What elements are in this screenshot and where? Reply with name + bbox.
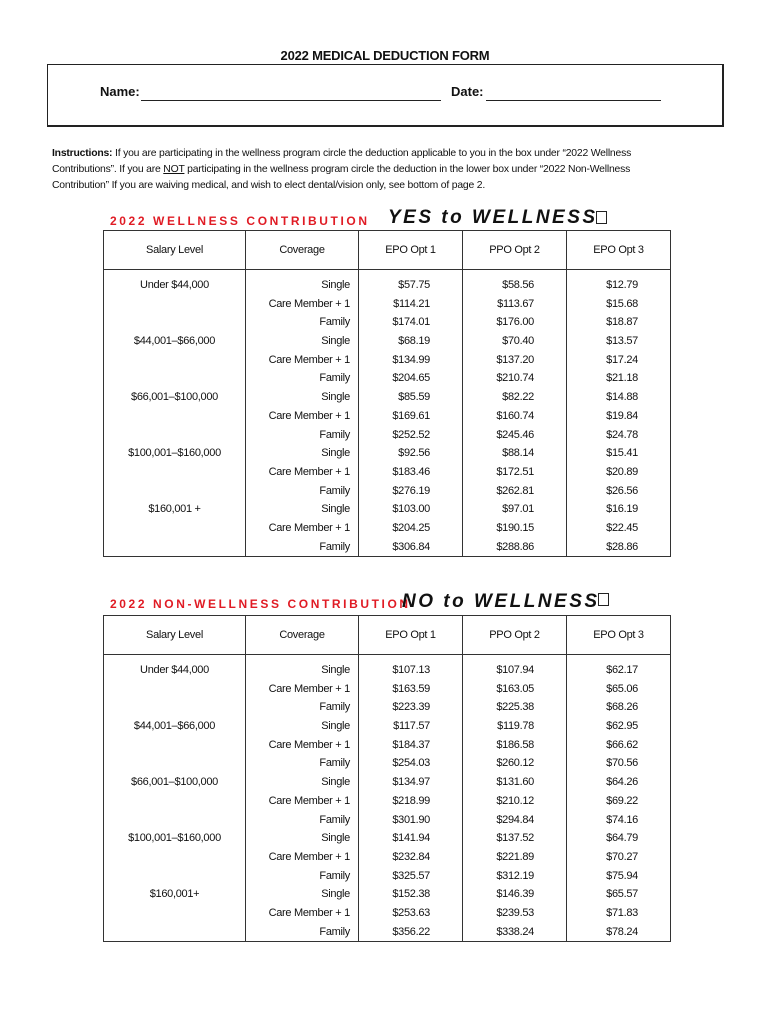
col-header-epo3: EPO Opt 3 [567, 231, 671, 270]
ppo2-value: $160.74 [496, 409, 534, 422]
coverage-cell: Single [321, 832, 350, 845]
epo1-value: $169.61 [392, 409, 430, 422]
epo3-value: $64.26 [606, 776, 638, 789]
col-header-coverage: Coverage [246, 616, 359, 655]
coverage-cell: Single [321, 503, 350, 516]
coverage-cell: Family [319, 701, 350, 714]
salary-level: $100,001–$160,000 [128, 447, 221, 460]
col-header-salary: Salary Level [104, 231, 246, 270]
no-wellness-checkbox[interactable] [598, 593, 609, 606]
ppo2-value: $163.05 [496, 682, 534, 695]
coverage-cell: Care Member + 1 [268, 353, 350, 366]
coverage-cell: Family [319, 372, 350, 385]
salary-level: $44,001–$66,000 [133, 720, 216, 733]
epo1-value: $204.65 [392, 372, 430, 385]
epo1-value: $301.90 [392, 813, 430, 826]
coverage-cell: Family [319, 428, 350, 441]
epo1-value: $152.38 [392, 888, 430, 901]
coverage-cell: Single [321, 447, 350, 460]
coverage-cell: Care Member + 1 [268, 906, 350, 919]
table-header-row [104, 616, 671, 655]
epo3-value: $26.56 [606, 484, 638, 497]
wellness-section-label: 2022 WELLNESS CONTRIBUTION [110, 214, 370, 228]
name-label: Name: [100, 84, 140, 99]
salary-level: $100,001–$160,000 [128, 832, 221, 845]
coverage-cell: Family [319, 813, 350, 826]
epo3-value: $21.18 [606, 372, 638, 385]
ppo2-value: $113.67 [497, 297, 534, 310]
col-header-ppo2: PPO Opt 2 [463, 616, 567, 655]
ppo2-column [463, 655, 567, 942]
coverage-cell: Family [319, 869, 350, 882]
ppo2-value: $225.38 [496, 701, 534, 714]
epo3-value: $70.27 [606, 850, 638, 863]
coverage-cell: Care Member + 1 [268, 850, 350, 863]
epo1-value: $232.84 [392, 850, 430, 863]
epo3-value: $28.86 [606, 540, 638, 553]
epo3-value: $22.45 [606, 521, 638, 534]
coverage-cell: Single [321, 888, 350, 901]
epo1-value: $325.57 [392, 869, 430, 882]
col-header-ppo2: PPO Opt 2 [463, 231, 567, 270]
epo3-value: $18.87 [606, 316, 638, 329]
epo1-value: $306.84 [392, 540, 430, 553]
epo3-value: $75.94 [606, 869, 638, 882]
ppo2-value: $176.00 [496, 316, 534, 329]
yes-wellness-checkbox[interactable] [596, 211, 607, 224]
ppo2-value: $172.51 [496, 465, 534, 478]
ppo2-value: $131.60 [496, 776, 534, 789]
epo3-value: $15.68 [606, 297, 638, 310]
wellness-table [103, 230, 671, 557]
epo3-value: $68.26 [606, 701, 638, 714]
epo1-value: $276.19 [392, 484, 430, 497]
instructions-text-1: If you are participating in the wellness program circle the deduction applicable to you in the box under “2022 Wellness Contributions”. If you are [52, 148, 632, 175]
epo1-value: $134.97 [392, 776, 430, 789]
coverage-cell: Care Member + 1 [268, 794, 350, 807]
instructions-lead: Instructions: [52, 148, 113, 159]
salary-level: $160,001 + [148, 503, 201, 516]
salary-level: $44,001–$66,000 [133, 335, 216, 348]
salary-level: Under $44,000 [140, 664, 209, 676]
ppo2-column [463, 270, 567, 557]
name-field[interactable] [141, 100, 441, 101]
ppo2-value: $312.19 [496, 869, 534, 882]
ppo2-value: $260.12 [496, 757, 534, 770]
salary-column [104, 655, 246, 942]
epo1-value: $141.94 [392, 832, 430, 845]
coverage-cell: Single [321, 720, 350, 733]
epo1-value: $134.99 [392, 353, 430, 366]
coverage-cell: Family [319, 757, 350, 770]
epo1-value: $117.57 [393, 720, 430, 733]
coverage-column [246, 270, 359, 557]
ppo2-value: $137.52 [496, 832, 534, 845]
epo3-value: $62.17 [606, 664, 638, 676]
col-header-coverage: Coverage [246, 231, 359, 270]
epo3-value: $14.88 [606, 391, 638, 404]
epo3-value: $12.79 [606, 279, 638, 291]
coverage-cell: Care Member + 1 [268, 409, 350, 422]
instructions-not: NOT [163, 164, 185, 175]
coverage-cell: Care Member + 1 [268, 738, 350, 751]
epo1-value: $68.19 [398, 335, 430, 348]
coverage-cell: Single [321, 279, 350, 291]
salary-level: $66,001–$100,000 [131, 391, 218, 404]
epo3-value: $15.41 [606, 447, 638, 460]
col-header-salary: Salary Level [104, 616, 246, 655]
epo3-value: $16.19 [606, 503, 638, 516]
salary-level: $160,001+ [149, 888, 200, 901]
ppo2-value: $210.74 [496, 372, 534, 385]
col-header-epo1: EPO Opt 1 [359, 231, 463, 270]
salary-column [104, 270, 246, 557]
coverage-cell: Single [321, 335, 350, 348]
nonwellness-section-label: 2022 NON-WELLNESS CONTRIBUTION [110, 597, 411, 611]
epo1-value: $218.99 [392, 794, 430, 807]
yes-to-wellness-label: YES to WELLNESS [388, 207, 598, 228]
ppo2-value: $107.94 [496, 664, 534, 676]
ppo2-value: $58.56 [502, 279, 534, 291]
ppo2-value: $262.81 [496, 484, 534, 497]
epo3-value: $64.79 [606, 832, 638, 845]
epo3-column [567, 655, 671, 942]
coverage-cell: Care Member + 1 [268, 682, 350, 695]
coverage-cell: Care Member + 1 [268, 297, 350, 310]
epo1-value: $163.59 [392, 682, 430, 695]
coverage-cell: Single [321, 664, 350, 676]
epo3-value: $20.89 [606, 465, 638, 478]
epo1-column [359, 655, 463, 942]
epo3-value: $65.06 [606, 682, 638, 695]
col-header-epo1: EPO Opt 1 [359, 616, 463, 655]
coverage-cell: Single [321, 391, 350, 404]
ppo2-value: $294.84 [496, 813, 534, 826]
coverage-cell: Care Member + 1 [268, 465, 350, 478]
epo1-value: $204.25 [392, 521, 430, 534]
ppo2-value: $239.53 [496, 906, 534, 919]
epo1-value: $57.75 [398, 279, 430, 291]
ppo2-value: $70.40 [502, 335, 534, 348]
epo3-value: $66.62 [606, 738, 638, 751]
ppo2-value: $119.78 [497, 720, 534, 733]
epo3-value: $13.57 [606, 335, 638, 348]
coverage-cell: Care Member + 1 [268, 521, 350, 534]
epo1-column [359, 270, 463, 557]
table-body-row [104, 655, 671, 942]
table-body-row [104, 270, 671, 557]
coverage-column [246, 655, 359, 942]
epo1-value: $92.56 [398, 447, 430, 460]
instructions [52, 146, 672, 194]
epo1-value: $174.01 [392, 316, 430, 329]
ppo2-value: $221.89 [496, 850, 534, 863]
ppo2-value: $190.15 [496, 521, 534, 534]
form-title: 2022 MEDICAL DEDUCTION FORM [280, 48, 490, 63]
epo3-value: $24.78 [606, 428, 638, 441]
date-label: Date: [451, 84, 484, 99]
ppo2-value: $210.12 [496, 794, 534, 807]
ppo2-value: $186.58 [496, 738, 534, 751]
epo1-value: $183.46 [392, 465, 430, 478]
epo3-column [567, 270, 671, 557]
epo1-value: $252.52 [392, 428, 430, 441]
ppo2-value: $245.46 [496, 428, 534, 441]
coverage-cell: Single [321, 776, 350, 789]
coverage-cell: Family [319, 540, 350, 553]
epo1-value: $356.22 [392, 925, 430, 938]
date-field[interactable] [486, 100, 661, 101]
epo3-value: $17.24 [606, 353, 638, 366]
coverage-cell: Family [319, 484, 350, 497]
epo3-value: $62.95 [606, 720, 638, 733]
ppo2-value: $288.86 [496, 540, 534, 553]
coverage-cell: Family [319, 925, 350, 938]
epo1-value: $254.03 [392, 757, 430, 770]
no-to-wellness-label: NO to WELLNESS [402, 591, 600, 612]
coverage-cell: Family [319, 316, 350, 329]
table-header-row [104, 231, 671, 270]
ppo2-value: $137.20 [496, 353, 534, 366]
salary-level: $66,001–$100,000 [131, 776, 218, 789]
epo1-value: $114.21 [393, 297, 430, 310]
epo3-value: $69.22 [606, 794, 638, 807]
epo3-value: $19.84 [606, 409, 638, 422]
epo3-value: $78.24 [606, 925, 638, 938]
name-date-box [47, 64, 724, 127]
epo1-value: $107.13 [392, 664, 430, 676]
col-header-epo3: EPO Opt 3 [567, 616, 671, 655]
ppo2-value: $88.14 [502, 447, 534, 460]
epo1-value: $223.39 [392, 701, 430, 714]
nonwellness-table [103, 615, 671, 942]
epo3-value: $74.16 [606, 813, 638, 826]
instructions-text-2: participating in the wellness program circle the deduction in the lower box under “2022 Non-Wellness Contribution” If you are waiving medical, and wish to elect dental/vision only, see bottom of page 2. [52, 164, 631, 191]
epo1-value: $253.63 [392, 906, 430, 919]
epo1-value: $184.37 [392, 738, 430, 751]
epo3-value: $71.83 [606, 906, 638, 919]
epo3-value: $65.57 [606, 888, 638, 901]
epo1-value: $85.59 [398, 391, 430, 404]
epo1-value: $103.00 [392, 503, 430, 516]
ppo2-value: $82.22 [502, 391, 534, 404]
ppo2-value: $97.01 [502, 503, 534, 516]
ppo2-value: $146.39 [496, 888, 534, 901]
ppo2-value: $338.24 [496, 925, 534, 938]
epo3-value: $70.56 [606, 757, 638, 770]
salary-level: Under $44,000 [140, 279, 209, 291]
